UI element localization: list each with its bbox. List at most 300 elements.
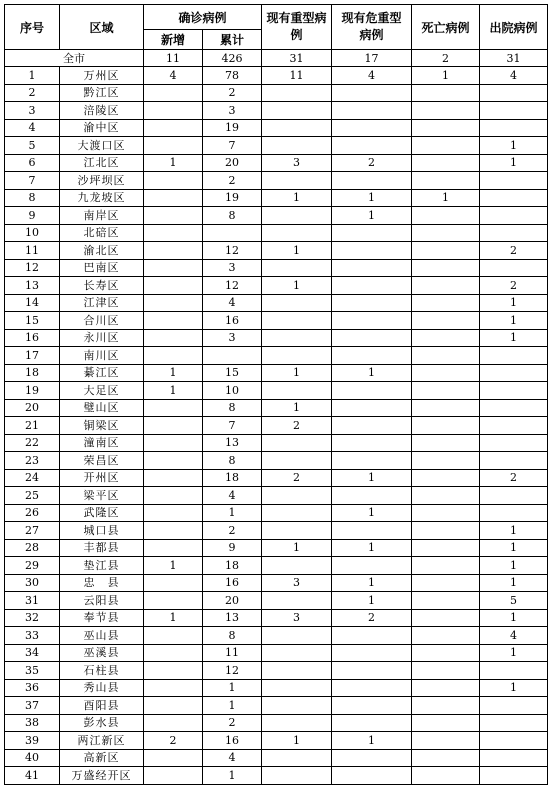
row-severe [262, 697, 332, 715]
row-cumulative: 8 [203, 627, 262, 645]
row-new [144, 137, 203, 155]
row-new [144, 102, 203, 120]
row-index: 27 [5, 522, 60, 540]
row-new [144, 417, 203, 435]
row-district: 南川区 [60, 347, 144, 365]
row-deaths [412, 399, 480, 417]
row-cumulative: 12 [203, 242, 262, 260]
row-deaths [412, 102, 480, 120]
row-discharged: 4 [480, 67, 548, 85]
row-severe [262, 522, 332, 540]
row-discharged: 1 [480, 329, 548, 347]
row-deaths [412, 347, 480, 365]
row-cumulative: 2 [203, 522, 262, 540]
row-new [144, 487, 203, 505]
row-new [144, 294, 203, 312]
row-new [144, 242, 203, 260]
row-discharged [480, 84, 548, 102]
row-severe [262, 557, 332, 575]
row-new [144, 347, 203, 365]
row-discharged [480, 364, 548, 382]
row-severe: 3 [262, 574, 332, 592]
row-cumulative: 3 [203, 259, 262, 277]
row-severe [262, 487, 332, 505]
row-cumulative: 2 [203, 172, 262, 190]
row-deaths [412, 662, 480, 680]
row-critical [332, 172, 412, 190]
table-row [5, 207, 548, 225]
row-index: 32 [5, 609, 60, 627]
row-new [144, 172, 203, 190]
row-cumulative: 7 [203, 417, 262, 435]
row-cumulative: 9 [203, 539, 262, 557]
row-new: 1 [144, 557, 203, 575]
row-critical [332, 679, 412, 697]
row-district: 合川区 [60, 312, 144, 330]
row-discharged [480, 207, 548, 225]
row-index: 40 [5, 749, 60, 767]
row-district: 巫溪县 [60, 644, 144, 662]
row-district: 丰都县 [60, 539, 144, 557]
row-deaths [412, 417, 480, 435]
total-severe: 31 [262, 50, 332, 67]
row-district: 开州区 [60, 469, 144, 487]
table-row [5, 644, 548, 662]
row-critical [332, 417, 412, 435]
row-severe [262, 207, 332, 225]
row-cumulative: 8 [203, 452, 262, 470]
row-district: 垫江县 [60, 557, 144, 575]
row-new: 4 [144, 67, 203, 85]
row-district: 江北区 [60, 154, 144, 172]
row-critical [332, 697, 412, 715]
row-cumulative: 12 [203, 277, 262, 295]
row-critical [332, 119, 412, 137]
row-discharged [480, 102, 548, 120]
row-cumulative: 3 [203, 102, 262, 120]
row-discharged: 5 [480, 592, 548, 610]
row-index: 13 [5, 277, 60, 295]
row-discharged [480, 224, 548, 242]
row-discharged [480, 767, 548, 785]
row-cumulative: 18 [203, 557, 262, 575]
row-cumulative: 11 [203, 644, 262, 662]
row-district: 巴南区 [60, 259, 144, 277]
row-critical [332, 714, 412, 732]
row-cumulative: 8 [203, 399, 262, 417]
row-deaths [412, 609, 480, 627]
header-discharged: 出院病例 [480, 5, 548, 50]
table-row [5, 364, 548, 382]
row-critical [332, 294, 412, 312]
row-critical: 1 [332, 364, 412, 382]
row-district: 酉阳县 [60, 697, 144, 715]
row-index: 28 [5, 539, 60, 557]
row-new [144, 714, 203, 732]
row-cumulative: 13 [203, 434, 262, 452]
row-cumulative: 4 [203, 294, 262, 312]
row-deaths [412, 312, 480, 330]
row-index: 4 [5, 119, 60, 137]
row-district: 城口县 [60, 522, 144, 540]
header-critical: 现有危重型病例 [332, 5, 412, 50]
row-cumulative: 3 [203, 329, 262, 347]
row-severe: 11 [262, 67, 332, 85]
row-cumulative: 10 [203, 382, 262, 400]
row-district: 奉节县 [60, 609, 144, 627]
row-discharged [480, 399, 548, 417]
row-severe [262, 382, 332, 400]
row-deaths [412, 574, 480, 592]
table-row [5, 732, 548, 750]
row-deaths [412, 84, 480, 102]
table-row [5, 452, 548, 470]
row-index: 30 [5, 574, 60, 592]
row-critical [332, 434, 412, 452]
table-body [5, 50, 548, 785]
table-row [5, 347, 548, 365]
row-deaths: 1 [412, 67, 480, 85]
row-discharged [480, 347, 548, 365]
row-new [144, 767, 203, 785]
row-severe [262, 679, 332, 697]
row-discharged: 1 [480, 522, 548, 540]
total-label: 全市 [5, 50, 144, 67]
row-district: 永川区 [60, 329, 144, 347]
row-new [144, 434, 203, 452]
row-critical: 1 [332, 189, 412, 207]
row-index: 39 [5, 732, 60, 750]
row-index: 12 [5, 259, 60, 277]
row-deaths [412, 119, 480, 137]
row-critical: 1 [332, 592, 412, 610]
table-row [5, 67, 548, 85]
total-new: 11 [144, 50, 203, 67]
row-critical: 1 [332, 574, 412, 592]
row-deaths [412, 207, 480, 225]
row-deaths [412, 592, 480, 610]
row-deaths [412, 732, 480, 750]
row-discharged: 2 [480, 277, 548, 295]
row-new [144, 539, 203, 557]
row-new: 1 [144, 382, 203, 400]
row-district: 綦江区 [60, 364, 144, 382]
row-index: 37 [5, 697, 60, 715]
row-deaths [412, 522, 480, 540]
row-deaths [412, 172, 480, 190]
row-cumulative: 16 [203, 574, 262, 592]
row-index: 24 [5, 469, 60, 487]
row-district: 石柱县 [60, 662, 144, 680]
row-discharged: 1 [480, 539, 548, 557]
row-discharged [480, 697, 548, 715]
row-critical: 2 [332, 154, 412, 172]
row-new [144, 522, 203, 540]
row-cumulative [203, 347, 262, 365]
row-index: 26 [5, 504, 60, 522]
row-index: 31 [5, 592, 60, 610]
row-severe [262, 312, 332, 330]
row-critical [332, 627, 412, 645]
row-severe: 1 [262, 242, 332, 260]
row-index: 11 [5, 242, 60, 260]
table-row [5, 242, 548, 260]
row-discharged: 1 [480, 312, 548, 330]
row-district: 云阳县 [60, 592, 144, 610]
row-critical [332, 399, 412, 417]
row-cumulative: 20 [203, 154, 262, 172]
row-district: 巫山县 [60, 627, 144, 645]
row-index: 20 [5, 399, 60, 417]
row-critical [332, 102, 412, 120]
row-district: 梁平区 [60, 487, 144, 505]
row-index: 33 [5, 627, 60, 645]
row-cumulative: 15 [203, 364, 262, 382]
row-critical: 1 [332, 207, 412, 225]
row-district: 潼南区 [60, 434, 144, 452]
table-row [5, 224, 548, 242]
row-district: 秀山县 [60, 679, 144, 697]
row-critical [332, 137, 412, 155]
row-district: 武隆区 [60, 504, 144, 522]
row-discharged: 1 [480, 644, 548, 662]
row-cumulative: 16 [203, 732, 262, 750]
row-district: 沙坪坝区 [60, 172, 144, 190]
row-district: 万盛经开区 [60, 767, 144, 785]
row-discharged [480, 434, 548, 452]
row-new [144, 749, 203, 767]
header-confirmed: 确诊病例 [144, 5, 262, 30]
row-cumulative: 4 [203, 487, 262, 505]
row-discharged: 1 [480, 294, 548, 312]
row-severe: 1 [262, 189, 332, 207]
row-discharged [480, 714, 548, 732]
row-new: 1 [144, 154, 203, 172]
row-index: 16 [5, 329, 60, 347]
row-critical [332, 662, 412, 680]
row-deaths [412, 294, 480, 312]
row-new [144, 662, 203, 680]
row-district: 涪陵区 [60, 102, 144, 120]
row-discharged: 2 [480, 242, 548, 260]
row-district: 忠 县 [60, 574, 144, 592]
row-discharged [480, 172, 548, 190]
table-row [5, 294, 548, 312]
row-severe [262, 224, 332, 242]
row-cumulative: 7 [203, 137, 262, 155]
total-cumulative: 426 [203, 50, 262, 67]
row-severe [262, 329, 332, 347]
table-row [5, 504, 548, 522]
table-row [5, 84, 548, 102]
row-critical: 2 [332, 609, 412, 627]
table-row [5, 329, 548, 347]
row-new [144, 574, 203, 592]
row-discharged: 1 [480, 574, 548, 592]
header-row-top [5, 5, 548, 30]
row-critical [332, 452, 412, 470]
row-cumulative: 20 [203, 592, 262, 610]
row-discharged: 2 [480, 469, 548, 487]
row-new: 2 [144, 732, 203, 750]
row-index: 35 [5, 662, 60, 680]
row-deaths [412, 504, 480, 522]
table-row [5, 382, 548, 400]
row-critical [332, 224, 412, 242]
row-severe: 1 [262, 399, 332, 417]
row-severe [262, 84, 332, 102]
row-district: 黔江区 [60, 84, 144, 102]
row-new [144, 504, 203, 522]
table-row [5, 312, 548, 330]
row-cumulative: 19 [203, 189, 262, 207]
row-severe: 1 [262, 277, 332, 295]
table-row [5, 714, 548, 732]
row-new [144, 399, 203, 417]
row-severe [262, 294, 332, 312]
row-severe: 1 [262, 539, 332, 557]
row-severe [262, 627, 332, 645]
row-deaths [412, 767, 480, 785]
row-critical [332, 347, 412, 365]
table-row [5, 662, 548, 680]
table-row [5, 487, 548, 505]
row-deaths [412, 259, 480, 277]
row-deaths [412, 224, 480, 242]
table-row [5, 102, 548, 120]
row-district: 北碚区 [60, 224, 144, 242]
header-district: 区域 [60, 5, 144, 50]
row-cumulative: 19 [203, 119, 262, 137]
row-severe [262, 347, 332, 365]
table-row [5, 154, 548, 172]
row-district: 璧山区 [60, 399, 144, 417]
row-index: 41 [5, 767, 60, 785]
row-deaths [412, 364, 480, 382]
row-discharged [480, 732, 548, 750]
total-row [5, 50, 548, 67]
table-row [5, 627, 548, 645]
row-discharged [480, 749, 548, 767]
case-statistics-table [4, 4, 548, 785]
table-row [5, 767, 548, 785]
row-severe [262, 452, 332, 470]
row-discharged: 1 [480, 609, 548, 627]
table-row [5, 574, 548, 592]
row-deaths [412, 154, 480, 172]
table-row [5, 277, 548, 295]
total-deaths: 2 [412, 50, 480, 67]
row-cumulative: 1 [203, 697, 262, 715]
row-cumulative: 18 [203, 469, 262, 487]
row-index: 2 [5, 84, 60, 102]
row-severe [262, 714, 332, 732]
header-severe: 现有重型病例 [262, 5, 332, 50]
total-critical: 17 [332, 50, 412, 67]
table-row [5, 172, 548, 190]
row-new [144, 207, 203, 225]
row-discharged [480, 189, 548, 207]
row-district: 荣昌区 [60, 452, 144, 470]
row-deaths [412, 557, 480, 575]
table-row [5, 679, 548, 697]
row-new [144, 697, 203, 715]
row-severe [262, 592, 332, 610]
row-critical: 1 [332, 732, 412, 750]
row-severe [262, 172, 332, 190]
table-row [5, 557, 548, 575]
row-index: 6 [5, 154, 60, 172]
row-deaths [412, 277, 480, 295]
row-index: 19 [5, 382, 60, 400]
row-deaths [412, 434, 480, 452]
row-deaths [412, 539, 480, 557]
row-index: 14 [5, 294, 60, 312]
row-new [144, 259, 203, 277]
header-cumulative: 累计 [203, 30, 262, 50]
table-row [5, 137, 548, 155]
row-cumulative: 1 [203, 504, 262, 522]
row-deaths [412, 697, 480, 715]
row-severe [262, 434, 332, 452]
row-new [144, 277, 203, 295]
row-district: 江津区 [60, 294, 144, 312]
row-new [144, 679, 203, 697]
row-cumulative: 16 [203, 312, 262, 330]
row-new: 1 [144, 364, 203, 382]
row-cumulative: 8 [203, 207, 262, 225]
row-deaths: 1 [412, 189, 480, 207]
case-table-container [4, 4, 548, 785]
row-new [144, 312, 203, 330]
row-discharged: 1 [480, 154, 548, 172]
row-critical [332, 522, 412, 540]
row-critical [332, 84, 412, 102]
row-critical [332, 382, 412, 400]
row-new [144, 627, 203, 645]
row-deaths [412, 452, 480, 470]
row-discharged [480, 259, 548, 277]
row-district: 大足区 [60, 382, 144, 400]
row-discharged: 1 [480, 137, 548, 155]
row-cumulative: 78 [203, 67, 262, 85]
header-new: 新增 [144, 30, 203, 50]
row-severe [262, 102, 332, 120]
row-index: 3 [5, 102, 60, 120]
row-deaths [412, 487, 480, 505]
row-index: 9 [5, 207, 60, 225]
header-deaths: 死亡病例 [412, 5, 480, 50]
row-deaths [412, 749, 480, 767]
row-district: 渝中区 [60, 119, 144, 137]
table-row [5, 417, 548, 435]
row-severe: 1 [262, 732, 332, 750]
row-cumulative: 13 [203, 609, 262, 627]
row-cumulative: 12 [203, 662, 262, 680]
row-critical [332, 487, 412, 505]
table-row [5, 749, 548, 767]
row-index: 23 [5, 452, 60, 470]
row-severe [262, 662, 332, 680]
row-district: 彭水县 [60, 714, 144, 732]
row-new [144, 84, 203, 102]
total-discharged: 31 [480, 50, 548, 67]
row-cumulative: 1 [203, 767, 262, 785]
table-row [5, 522, 548, 540]
row-index: 36 [5, 679, 60, 697]
row-index: 15 [5, 312, 60, 330]
row-new [144, 119, 203, 137]
